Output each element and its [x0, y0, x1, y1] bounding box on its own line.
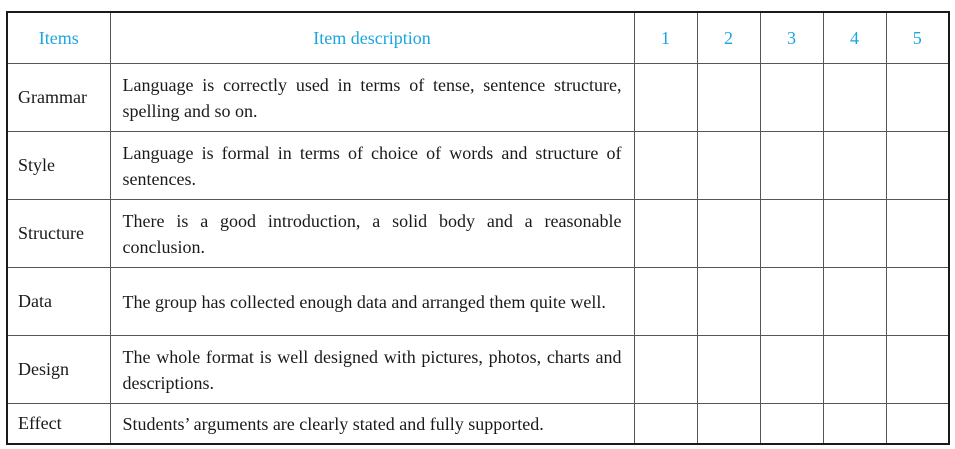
table-row-style [7, 132, 949, 200]
header-score-3: 3 [760, 12, 823, 64]
score-cell-2[interactable] [697, 404, 760, 445]
score-cell-1[interactable] [634, 268, 697, 336]
table-row-effect [7, 404, 949, 445]
score-cell-2[interactable] [697, 336, 760, 404]
score-cell-5[interactable] [886, 64, 949, 132]
header-score-1: 1 [634, 12, 697, 64]
score-cell-3[interactable] [760, 336, 823, 404]
score-cell-5[interactable] [886, 200, 949, 268]
item-description: Language is correctly used in terms of tense, sentence structure, spelling and so on. [110, 64, 634, 132]
item-name: Design [7, 336, 110, 404]
item-name: Effect [7, 404, 110, 445]
score-cell-3[interactable] [760, 200, 823, 268]
item-description: The whole format is well designed with pictures, photos, charts and descriptions. [110, 336, 634, 404]
score-cell-1[interactable] [634, 132, 697, 200]
score-cell-1[interactable] [634, 64, 697, 132]
score-cell-4[interactable] [823, 268, 886, 336]
item-description: There is a good introduction, a solid body and a reasonable conclusion. [110, 200, 634, 268]
header-items: Items [7, 12, 110, 64]
score-cell-3[interactable] [760, 64, 823, 132]
score-cell-1[interactable] [634, 336, 697, 404]
score-cell-3[interactable] [760, 404, 823, 445]
header-score-2: 2 [697, 12, 760, 64]
score-cell-4[interactable] [823, 200, 886, 268]
item-name: Style [7, 132, 110, 200]
score-cell-5[interactable] [886, 268, 949, 336]
item-description: Language is formal in terms of choice of words and structure of sentences. [110, 132, 634, 200]
table-row-data [7, 268, 949, 336]
score-cell-4[interactable] [823, 404, 886, 445]
score-cell-2[interactable] [697, 64, 760, 132]
score-cell-3[interactable] [760, 268, 823, 336]
score-cell-5[interactable] [886, 336, 949, 404]
item-description: Students’ arguments are clearly stated and fully supported. [110, 404, 634, 445]
header-description: Item description [110, 12, 634, 64]
score-cell-2[interactable] [697, 200, 760, 268]
header-score-4: 4 [823, 12, 886, 64]
item-name: Grammar [7, 64, 110, 132]
item-name: Structure [7, 200, 110, 268]
score-cell-1[interactable] [634, 200, 697, 268]
item-description: The group has collected enough data and arranged them quite well. [110, 268, 634, 336]
table-row-grammar [7, 64, 949, 132]
score-cell-5[interactable] [886, 404, 949, 445]
table-row-structure [7, 200, 949, 268]
item-name: Data [7, 268, 110, 336]
header-score-5: 5 [886, 12, 949, 64]
evaluation-rubric [6, 11, 950, 445]
score-cell-3[interactable] [760, 132, 823, 200]
score-cell-5[interactable] [886, 132, 949, 200]
score-cell-4[interactable] [823, 64, 886, 132]
rubric-table [6, 11, 950, 445]
table-row-design [7, 336, 949, 404]
score-cell-2[interactable] [697, 268, 760, 336]
score-cell-2[interactable] [697, 132, 760, 200]
header-row [7, 12, 949, 64]
score-cell-4[interactable] [823, 336, 886, 404]
score-cell-1[interactable] [634, 404, 697, 445]
score-cell-4[interactable] [823, 132, 886, 200]
